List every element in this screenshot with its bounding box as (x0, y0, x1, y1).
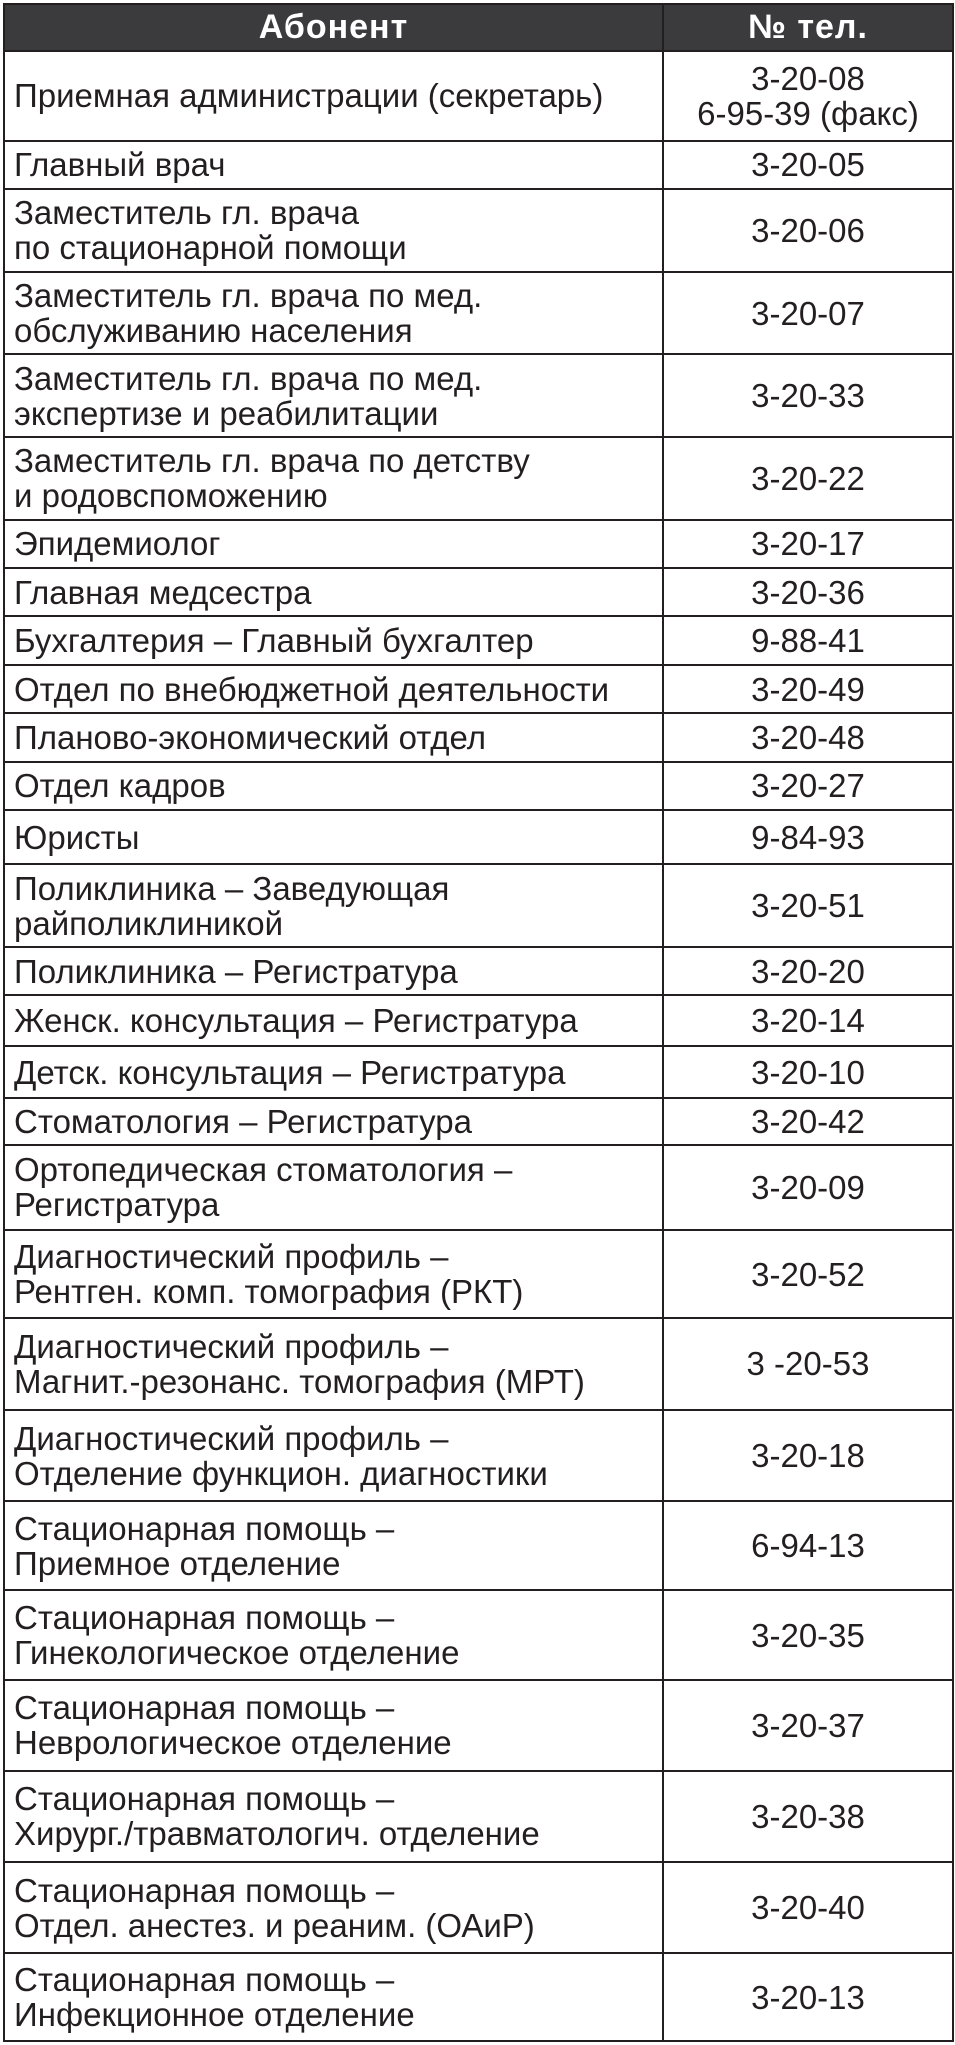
phone-number: 3-20-10 (663, 1046, 953, 1098)
table-row (4, 762, 953, 810)
subscriber-column-header: Абонент (4, 4, 663, 51)
table-row (4, 1410, 953, 1502)
phone-column-header: № тел. (663, 4, 953, 51)
subscriber-name: Поликлиника – Регистратура (4, 947, 663, 995)
table-row (4, 616, 953, 664)
subscriber-name: Заместитель гл. врача по мед. экспертизе и реабилитации (4, 354, 663, 437)
phone-number: 3-20-05 (663, 141, 953, 189)
phone-number: 3-20-09 (663, 1145, 953, 1231)
table-row (4, 520, 953, 568)
phone-number: 6-94-13 (663, 1501, 953, 1590)
phone-number: 3-20-38 (663, 1771, 953, 1863)
phone-number: 3-20-13 (663, 1953, 953, 2041)
phone-number: 3-20-06 (663, 189, 953, 272)
phone-directory-table (3, 3, 954, 2042)
subscriber-name: Заместитель гл. врача по мед. обслуживанию населения (4, 272, 663, 355)
phone-number: 9-84-93 (663, 810, 953, 864)
phone-number: 3-20-18 (663, 1410, 953, 1502)
phone-number: 3-20-52 (663, 1230, 953, 1318)
table-row (4, 947, 953, 995)
table-row (4, 665, 953, 713)
subscriber-name: Женск. консультация – Регистратура (4, 995, 663, 1045)
subscriber-name: Планово-экономический отдел (4, 713, 663, 761)
table-row (4, 141, 953, 189)
subscriber-name: Юристы (4, 810, 663, 864)
subscriber-name: Стоматология – Регистратура (4, 1098, 663, 1144)
table-row (4, 1501, 953, 1590)
table-row (4, 1590, 953, 1680)
table-row (4, 995, 953, 1045)
phone-number: 3-20-51 (663, 864, 953, 947)
subscriber-name: Детск. консультация – Регистратура (4, 1046, 663, 1098)
table-row (4, 864, 953, 947)
subscriber-name: Приемная администрации (секретарь) (4, 51, 663, 141)
table-row (4, 1145, 953, 1231)
phone-number: 3-20-27 (663, 762, 953, 810)
table-row (4, 1318, 953, 1410)
phone-number: 3-20-35 (663, 1590, 953, 1680)
phone-number: 3-20-33 (663, 354, 953, 437)
table-row (4, 1098, 953, 1144)
subscriber-name: Стационарная помощь – Отдел. анестез. и реаним. (ОАиР) (4, 1862, 663, 1953)
table-header-row (4, 4, 953, 51)
table-row (4, 568, 953, 616)
subscriber-name: Отдел кадров (4, 762, 663, 810)
subscriber-name: Заместитель гл. врача по детству и родовспоможению (4, 437, 663, 520)
subscriber-name: Стационарная помощь – Неврологическое отделение (4, 1680, 663, 1771)
phone-number: 3 -20-53 (663, 1318, 953, 1410)
table-row (4, 189, 953, 272)
table-row (4, 272, 953, 355)
phone-number: 9-88-41 (663, 616, 953, 664)
table-row (4, 810, 953, 864)
subscriber-name: Поликлиника – Заведующая райполиклиникой (4, 864, 663, 947)
table-row (4, 1862, 953, 1953)
subscriber-name: Диагностический профиль – Магнит.-резонанс. томография (МРТ) (4, 1318, 663, 1410)
subscriber-name: Главный врач (4, 141, 663, 189)
table-row (4, 713, 953, 761)
table-row (4, 1771, 953, 1863)
phone-number: 3-20-14 (663, 995, 953, 1045)
table-row (4, 1680, 953, 1771)
phone-number: 3-20-36 (663, 568, 953, 616)
phone-number: 3-20-08 6-95-39 (факс) (663, 51, 953, 141)
phone-number: 3-20-42 (663, 1098, 953, 1144)
subscriber-name: Заместитель гл. врача по стационарной помощи (4, 189, 663, 272)
phone-number: 3-20-40 (663, 1862, 953, 1953)
table-row (4, 1953, 953, 2041)
phone-number: 3-20-07 (663, 272, 953, 355)
subscriber-name: Ортопедическая стоматология – Регистратура (4, 1145, 663, 1231)
subscriber-name: Стационарная помощь – Гинекологическое отделение (4, 1590, 663, 1680)
subscriber-name: Главная медсестра (4, 568, 663, 616)
phone-number: 3-20-20 (663, 947, 953, 995)
subscriber-name: Стационарная помощь – Приемное отделение (4, 1501, 663, 1590)
subscriber-name: Диагностический профиль – Рентген. комп. томография (РКТ) (4, 1230, 663, 1318)
table-row (4, 1230, 953, 1318)
subscriber-name: Диагностический профиль – Отделение функцион. диагностики (4, 1410, 663, 1502)
subscriber-name: Стационарная помощь – Инфекционное отделение (4, 1953, 663, 2041)
phone-number: 3-20-37 (663, 1680, 953, 1771)
table-row (4, 354, 953, 437)
subscriber-name: Бухгалтерия – Главный бухгалтер (4, 616, 663, 664)
phone-number: 3-20-22 (663, 437, 953, 520)
phone-number: 3-20-49 (663, 665, 953, 713)
table-row (4, 437, 953, 520)
phone-number: 3-20-17 (663, 520, 953, 568)
subscriber-name: Эпидемиолог (4, 520, 663, 568)
subscriber-name: Отдел по внебюджетной деятельности (4, 665, 663, 713)
table-row (4, 1046, 953, 1098)
phone-number: 3-20-48 (663, 713, 953, 761)
table-row (4, 51, 953, 141)
subscriber-name: Стационарная помощь – Хирург./травматологич. отделение (4, 1771, 663, 1863)
